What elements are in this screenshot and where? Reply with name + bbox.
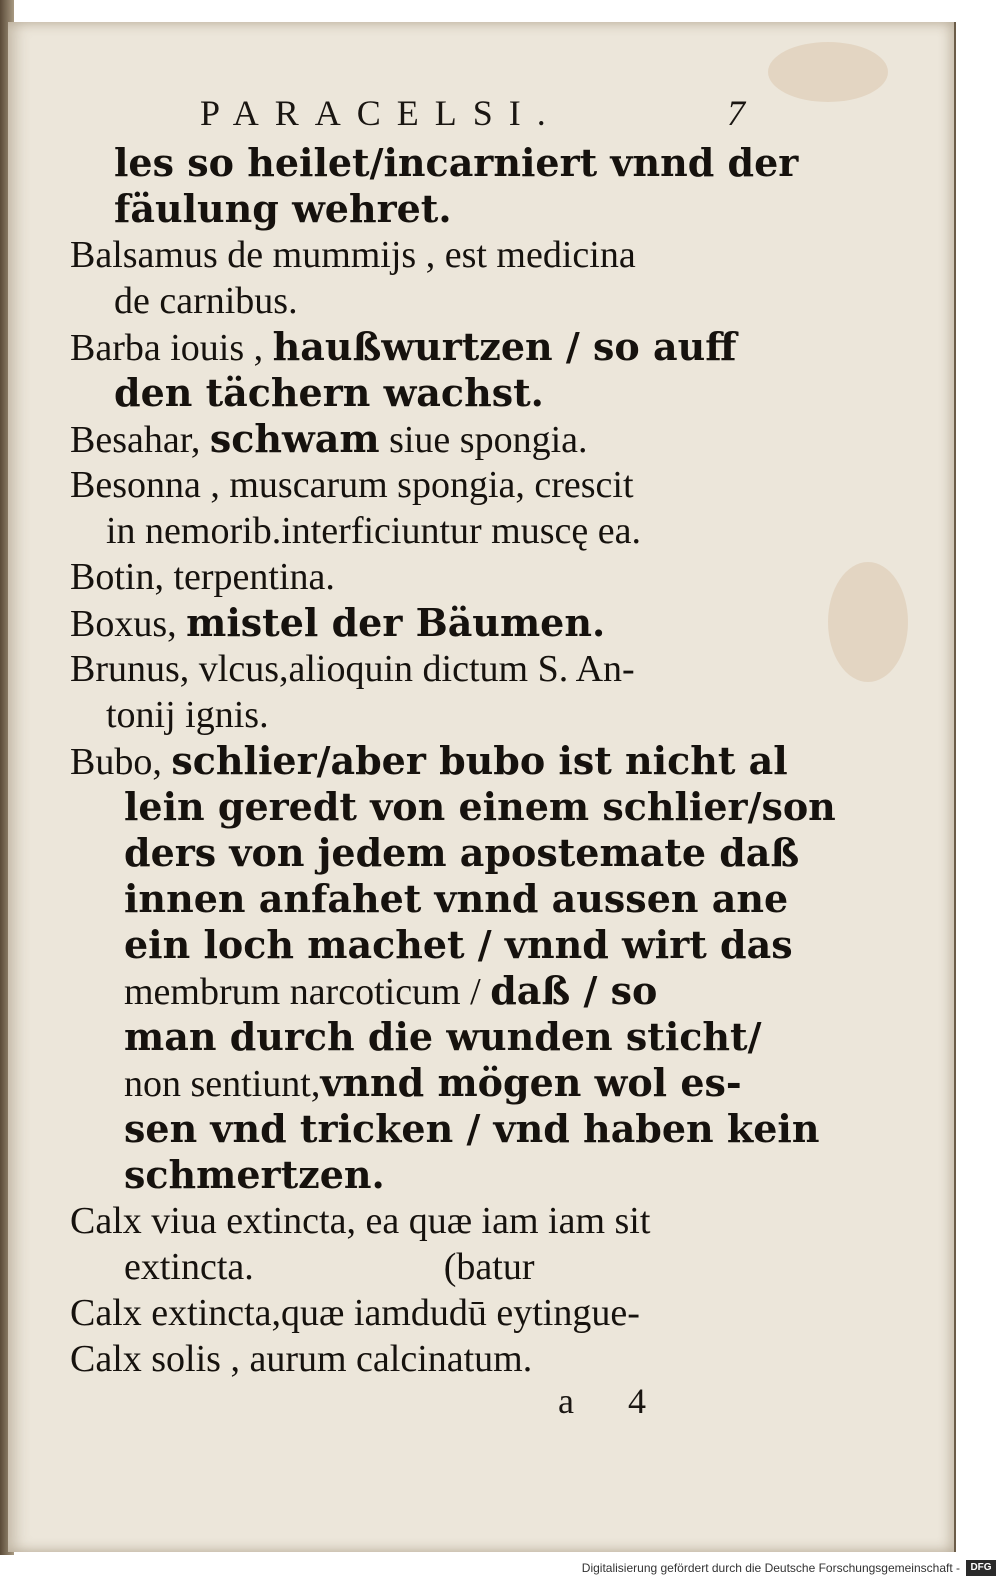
latin-text: Balsamus de mummijs , est medicina (70, 234, 636, 276)
text-line (70, 416, 750, 462)
dfg-logo: DFG (966, 1560, 996, 1576)
gothic-text: daß / so (490, 968, 658, 1013)
gothic-text: man durch die wunden sticht/ (124, 1014, 762, 1059)
signature-letter: a (558, 1381, 574, 1421)
text-line (70, 692, 750, 738)
text-line (70, 600, 750, 646)
gothic-text: ein loch machet / vnnd wirt das (124, 922, 793, 967)
latin-text: Barba iouis , (70, 327, 273, 369)
text-line (70, 324, 750, 370)
footer-credit: Digitalisierung gefördert durch die Deutsche Forschungsgemeinschaft - (581, 1561, 960, 1575)
text-line (70, 876, 789, 922)
latin-text: Calx viua extincta, ea quæ iam iam sit (70, 1200, 651, 1242)
gothic-text: lein geredt von einem schlier/son (124, 784, 836, 829)
gothic-text: innen anfahet vnnd aussen ane (124, 876, 789, 921)
text-line (70, 370, 750, 416)
latin-text: Besonna , muscarum spongia, crescit (70, 464, 634, 506)
signature-number: 4 (628, 1381, 646, 1421)
text-line (70, 1014, 762, 1060)
text-line (70, 646, 750, 692)
gothic-text: les so heilet/incarniert vnnd der (114, 140, 799, 185)
latin-text: de carnibus. (114, 280, 298, 322)
gothic-text: haußwurtzen / so auff (272, 324, 737, 369)
paper-stain (828, 562, 908, 682)
signature-mark (558, 1380, 708, 1424)
text-line (70, 922, 793, 968)
gothic-text: vnnd mögen wol es- (320, 1060, 742, 1105)
latin-text: Calx solis , aurum calcinatum. (70, 1338, 533, 1380)
gothic-text: schmertzen. (124, 1152, 385, 1197)
latin-text: extincta. (batur (124, 1246, 535, 1288)
text-line (70, 462, 750, 508)
text-line (70, 278, 750, 324)
text-line (70, 968, 750, 1014)
latin-text: non sentiunt, (124, 1063, 321, 1105)
latin-text: membrum narcoticum / (124, 971, 491, 1013)
text-body (70, 140, 836, 1382)
gothic-text: den tächern wachst. (114, 370, 544, 415)
text-line (70, 1244, 750, 1290)
page-header (200, 92, 745, 142)
running-head: PARACELSI. (200, 93, 562, 133)
text-line (70, 830, 800, 876)
gothic-text: schwam (209, 416, 380, 461)
gothic-text: fäulung wehret. (114, 186, 452, 231)
text-line (70, 140, 799, 186)
latin-text: Bubo, (70, 741, 172, 783)
latin-text: Calx extincta,quæ iamdudū eytingue- (70, 1292, 640, 1334)
text-line (70, 554, 750, 600)
latin-text: in nemorib.interficiuntur muscę ea. (106, 510, 641, 552)
latin-text: Boxus, (70, 603, 187, 645)
text-line (70, 508, 750, 554)
latin-text: Brunus, vlcus,alioquin dictum S. An- (70, 648, 635, 690)
gothic-text: mistel der Bäumen. (186, 600, 606, 645)
text-line (70, 1060, 750, 1106)
text-line (70, 1106, 820, 1152)
page-number: 7 (727, 93, 745, 133)
text-line (70, 784, 836, 830)
text-line (70, 232, 750, 278)
gothic-text: schlier/aber bubo ist nicht al (171, 738, 788, 783)
latin-text: siue spongia. (379, 419, 588, 461)
latin-text: tonij ignis. (106, 694, 269, 736)
text-line (70, 186, 750, 232)
text-line (70, 1152, 750, 1198)
text-line (70, 738, 788, 784)
text-line (70, 1290, 750, 1336)
latin-text: Besahar, (70, 419, 210, 461)
latin-text: Botin, terpentina. (70, 556, 335, 598)
text-line (70, 1336, 750, 1382)
footer-bar (0, 1555, 1000, 1583)
paper-stain (768, 42, 888, 102)
text-line (70, 1198, 750, 1244)
gothic-text: sen vnd tricken / vnd haben kein (124, 1106, 820, 1151)
gothic-text: ders von jedem apostemate daß (124, 830, 800, 875)
